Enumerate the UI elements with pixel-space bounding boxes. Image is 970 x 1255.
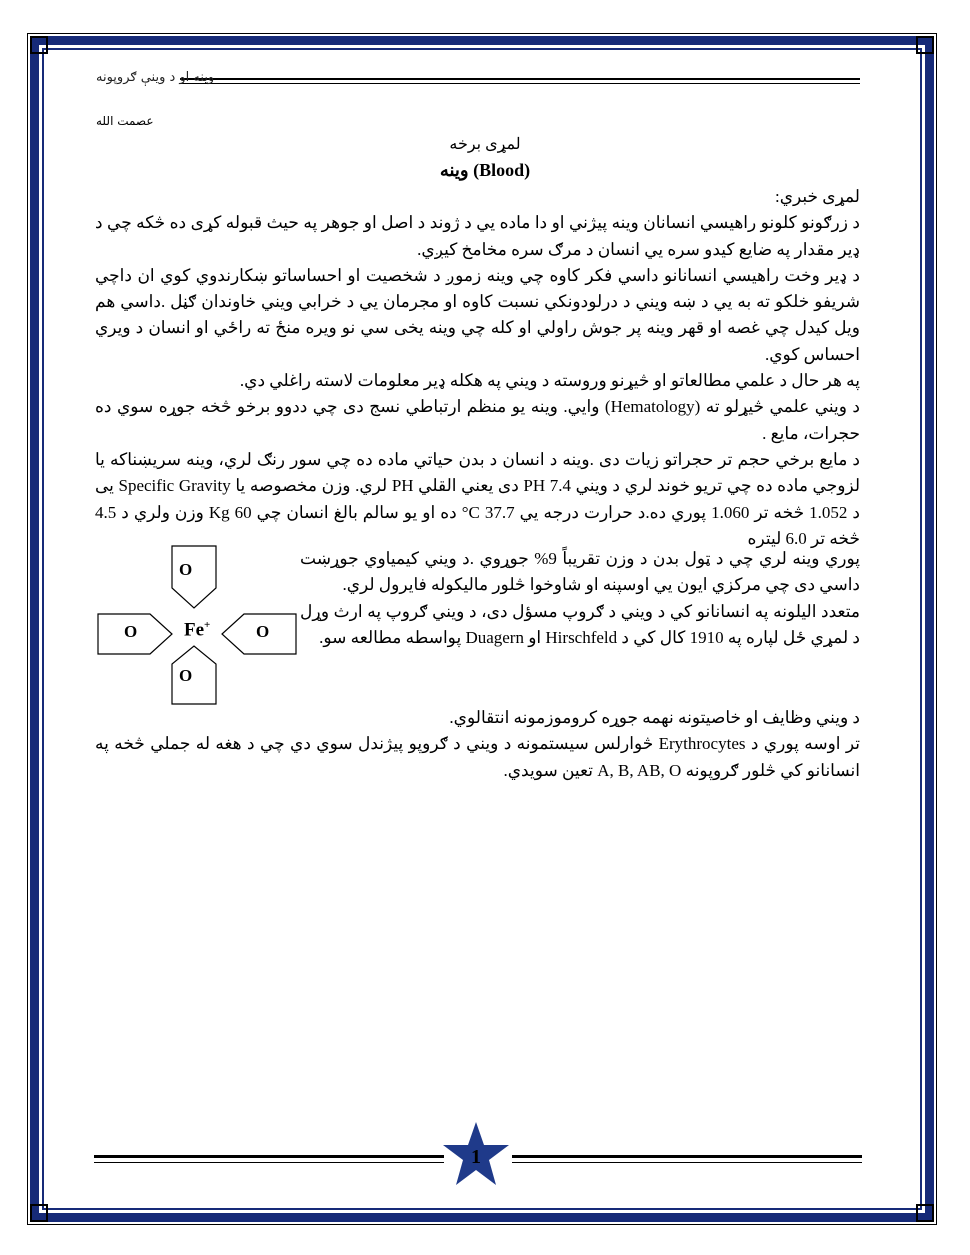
frame-corner-ornament	[916, 1204, 934, 1222]
paragraph: د ډیر وخت راهیسي انسانانو داسي فکر کاوه چي وینه زموږ د شخصیت او احساساتو ښکارندوي کوي ان داچي شریفو خلکو ته به یي د ښه ویني د درلودونکي نسبت کاوه او مجرمان یي د خرابي ویني خاوندان ګڼل .داسي هم ویل کیدل چي غصه او قهر وینه پر جوش راولي او کله چي وینه یخی سي نو ویره منځ ته راځي او انسان د ویري احساس کوي.	[95, 265, 860, 364]
page-number: 1	[471, 1146, 481, 1168]
paragraph: لمړی خبري:	[775, 187, 860, 206]
oxygen-label-bottom: O	[179, 666, 193, 685]
heme-iron-diagram	[96, 544, 300, 708]
paragraph: د ویني وظایف او خاصیتونه نهمه جوړه کروموزمونه انتقالوي.	[449, 708, 860, 727]
frame-corner-ornament	[916, 36, 934, 54]
paragraph: په هر حال د علمي مطالعاتو او څیړنو وروسته د ویني په هکله ډیر معلومات لاسته راغلي دي.	[239, 371, 860, 391]
page-title: وینه (Blood)	[439, 160, 531, 180]
author-name: عصمت الله	[96, 114, 154, 128]
body-text-top	[95, 184, 860, 552]
running-header-title: وینه او د وینې ګروپونه	[96, 70, 215, 85]
body-text-side	[300, 546, 860, 651]
iron-symbol: Fe	[184, 619, 205, 641]
paragraph: د ویني علمي څیړلو ته (Hematology) وایي. وینه یو منظم ارتباطي نسج دی چي ددوو برخو څخه جوړه سوي ده حجرات، مایع .	[95, 397, 860, 443]
oxygen-label-left: O	[124, 622, 138, 641]
iron-label	[184, 619, 210, 641]
frame-corner-ornament	[30, 1204, 48, 1222]
paragraph: د زرګونو کلونو راهیسي انسانان وینه پیژني او دا ماده یي د ژوند د اصل او جوهر په حیث قبوله کړی ده څکه چي د ډیر مقدار په ضایع کیدو سره یي انسان د مرګ سره مخامخ کیږي.	[95, 213, 860, 259]
header-rule	[180, 78, 860, 80]
footer-rule	[512, 1155, 862, 1158]
oxygen-label-top: O	[179, 560, 193, 579]
body-text-bottom	[95, 705, 860, 784]
footer-rule	[512, 1162, 862, 1163]
paragraph: تر اوسه پوري د Erythrocytes څوارلس سیستمونه د ویني د ګروپو پیژندل سوي دي چي د هغه له جملي څخه په انسانانو کي څلور ګروپونه A, B, AB, O تعین سویدي.	[95, 734, 860, 780]
iron-charge: +	[204, 619, 211, 631]
footer-rule	[94, 1155, 444, 1158]
header-rule	[180, 83, 860, 84]
paragraph: متعدد الیلونه په انسانانو کي د ویني د ګروپ مسؤل دی، د ویني ګروپ په ارث وړل د لمړي ځل لپاره په 1910 کال کي د Hirschfeld او Duagern پواسطه مطالعه سو.	[300, 601, 860, 647]
frame-corner-ornament	[30, 36, 48, 54]
lesson-label: لمړی برخه	[449, 136, 521, 153]
paragraph: د مایع برخي حجم تر حجراتو زیات دی .وینه د انسان د بدن حیاتي ماده ده چي سور رنګ لري، وینه سریښناکه یا لزوجي ماده ده چي تریو خوند لري د ویني PH 7.4 دی یعني القلي PH لري. وزن مخصوصه یا Specific Gravity یی د 1.052 څخه تر 1.060 پوري ده.د حرارت درجه یي 37.7 C° ده او یو سالم بالغ انسان چي 60 Kg وزن ولري د 4.5 څخه تر 6.0 لیتره	[95, 449, 860, 548]
paragraph: پوري وینه لري چي د ټول بدن د وزن تقریباً 9% جوړوي .د ویني کیمیاوي جوړښت داسي دی چي مرکزي ایون یي اوسپنه او شاوخوا څلور مالیکوله فایرول لري.	[300, 549, 860, 595]
footer-rule	[94, 1162, 444, 1163]
oxygen-label-right: O	[256, 622, 270, 641]
